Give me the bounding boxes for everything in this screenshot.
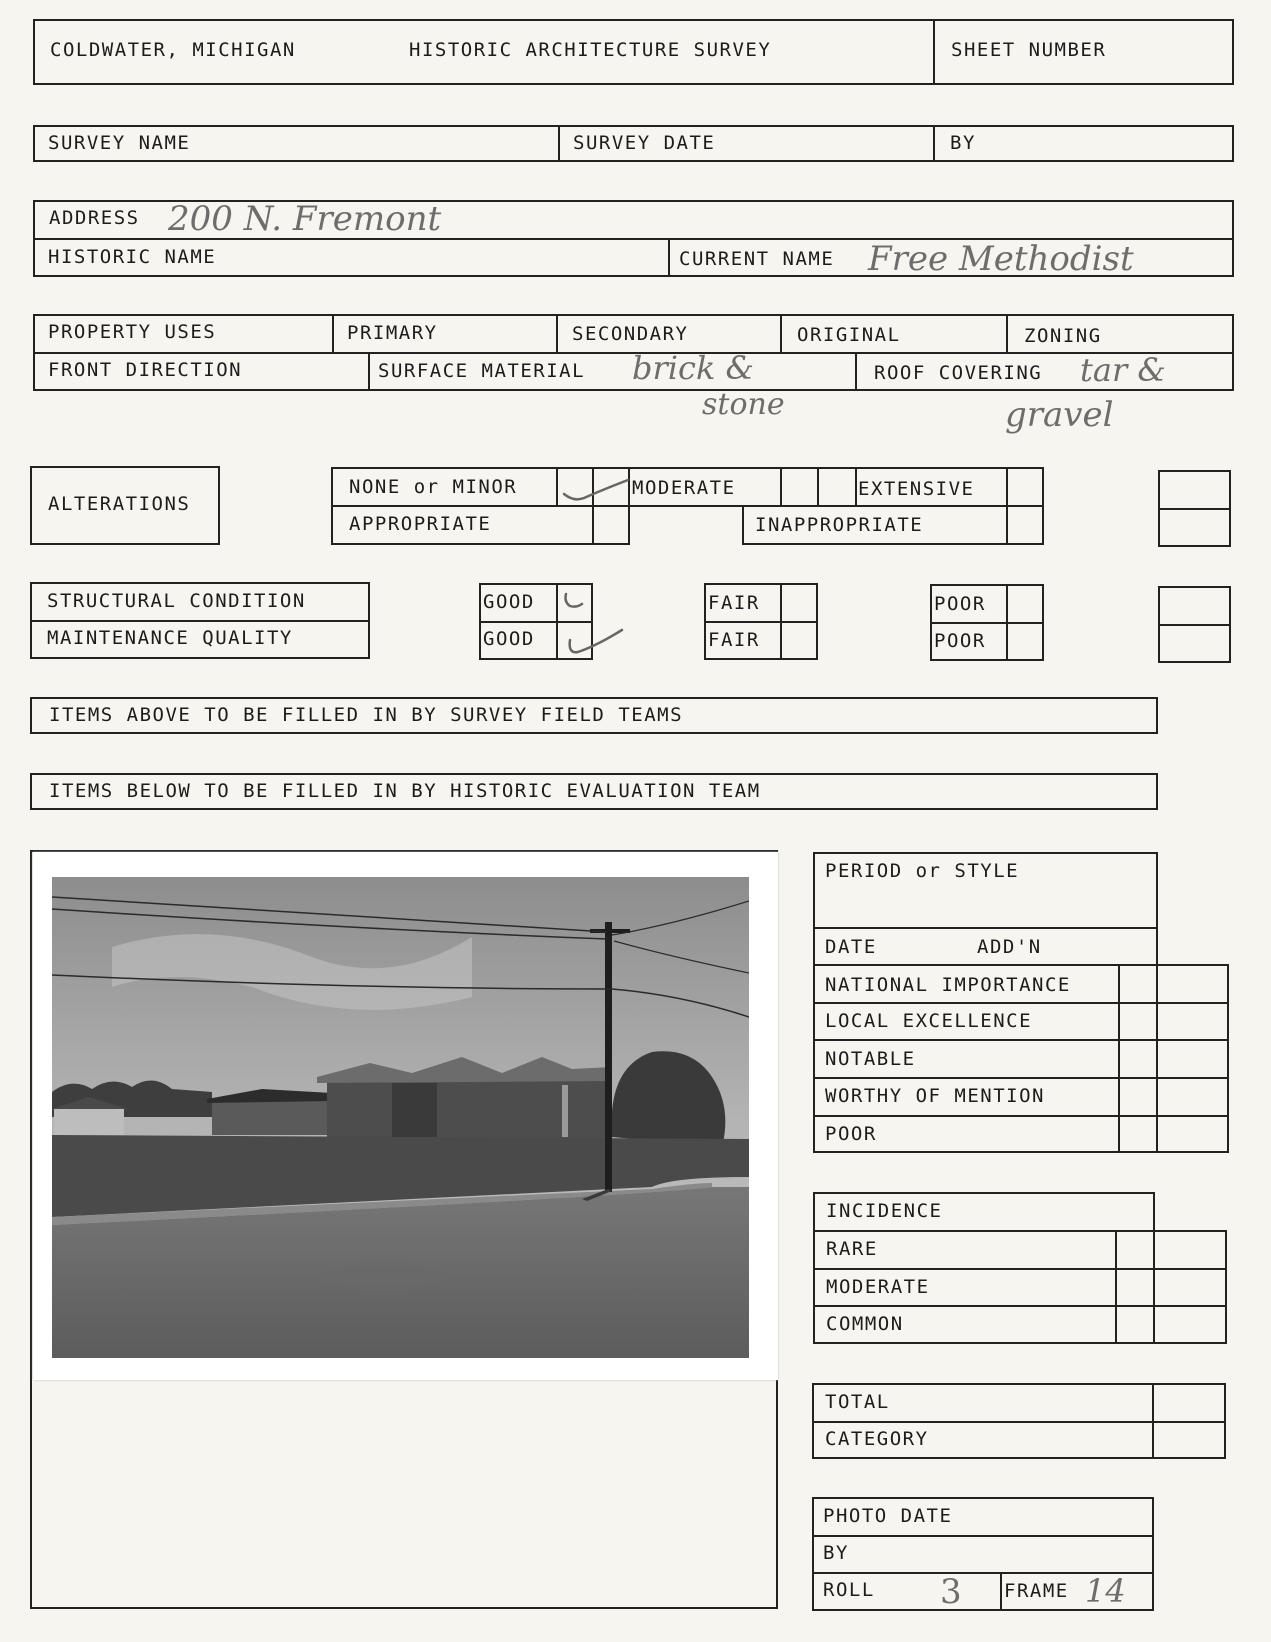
historic-name-label: HISTORIC NAME	[48, 246, 217, 268]
property-div-6	[855, 352, 857, 391]
national-importance-label: NATIONAL IMPORTANCE	[825, 974, 1071, 996]
maintenance-good-check	[566, 626, 626, 660]
property-div-5	[368, 352, 370, 391]
alterations-midline	[331, 505, 1044, 507]
structural-poor-label: POOR	[934, 593, 986, 615]
poor-mid	[930, 622, 1044, 624]
address-value: 200 N. Fremont	[168, 199, 442, 239]
eval-line-4	[813, 1039, 1229, 1041]
photo-by-label: BY	[823, 1542, 849, 1564]
poor-div	[1006, 584, 1008, 661]
alt-div-g	[742, 505, 744, 545]
addn-label: ADD'N	[977, 936, 1042, 958]
extensive-label: EXTENSIVE	[858, 478, 975, 500]
property-uses-label: PROPERTY USES	[48, 321, 217, 343]
building-photo	[52, 877, 749, 1358]
none-minor-label: NONE or MINOR	[349, 476, 518, 498]
appropriate-label: APPROPRIATE	[349, 513, 492, 535]
alt-left-bottom	[331, 505, 333, 545]
alt-bottom-right	[742, 543, 1044, 545]
fair-mid	[704, 621, 818, 623]
eval-poor-label: POOR	[825, 1123, 877, 1145]
fair-div	[780, 583, 782, 660]
sheet-number-label: SHEET NUMBER	[951, 39, 1107, 61]
good-div	[556, 583, 558, 660]
condition-side-mid	[1158, 624, 1231, 626]
incidence-line-3	[813, 1305, 1227, 1307]
none-minor-check	[562, 476, 632, 506]
property-div-4	[1006, 314, 1008, 352]
rare-label: RARE	[826, 1238, 878, 1260]
structural-good-label: GOOD	[483, 591, 535, 613]
survey-divider-1	[558, 125, 560, 162]
eval-score-div	[1118, 964, 1120, 1153]
roof-covering-line2: gravel	[1005, 395, 1114, 435]
inappropriate-label: INAPPROPRIATE	[755, 514, 924, 536]
incidence-score-edge	[1225, 1230, 1227, 1344]
incidence-line-4	[1153, 1342, 1227, 1344]
survey-date-label: SURVEY DATE	[573, 132, 716, 154]
alt-div-a	[556, 467, 558, 505]
roof-covering-line1: tar &	[1080, 351, 1166, 389]
survey-title: HISTORIC ARCHITECTURE SURVEY	[409, 39, 772, 61]
local-excellence-label: LOCAL EXCELLENCE	[825, 1010, 1033, 1032]
maintenance-good-label: GOOD	[483, 628, 535, 650]
structural-condition-label: STRUCTURAL CONDITION	[47, 590, 306, 612]
property-div-3	[780, 314, 782, 352]
current-name-divider	[668, 238, 670, 277]
eval-line-5	[813, 1077, 1229, 1079]
maintenance-fair-label: FAIR	[708, 629, 760, 651]
below-note-end	[1156, 775, 1158, 810]
eval-score-edge	[1227, 964, 1229, 1153]
condition-label-mid	[30, 620, 370, 622]
totals-mid	[812, 1421, 1226, 1423]
current-name-value: Free Methodist	[868, 239, 1134, 279]
secondary-label: SECONDARY	[572, 323, 689, 345]
alterations-side-mid	[1158, 508, 1231, 510]
eval-line-1	[813, 927, 1158, 929]
surface-material-label: SURFACE MATERIAL	[378, 360, 586, 382]
frame-div	[1000, 1572, 1002, 1611]
eval-line-7	[1118, 1151, 1229, 1153]
frame-value: 14	[1085, 1572, 1126, 1610]
survey-divider-2	[933, 125, 935, 162]
alt-div-d	[780, 467, 782, 505]
category-label: CATEGORY	[825, 1428, 929, 1450]
roof-covering-label: ROOF COVERING	[874, 362, 1043, 384]
roll-value: 3	[940, 1572, 962, 1612]
surface-material-line2: stone	[702, 387, 785, 422]
surface-material-line1: brick &	[632, 349, 754, 387]
totals-div	[1152, 1383, 1154, 1459]
total-label: TOTAL	[825, 1391, 890, 1413]
survey-row-end	[1232, 127, 1234, 162]
alt-div-e	[817, 467, 819, 505]
notable-label: NOTABLE	[825, 1048, 916, 1070]
survey-name-label: SURVEY NAME	[48, 132, 191, 154]
primary-label: PRIMARY	[347, 322, 438, 344]
common-label: COMMON	[826, 1313, 904, 1335]
incidence-moderate-label: MODERATE	[826, 1276, 930, 1298]
good-mid	[479, 621, 593, 623]
alt-right-edge	[1042, 467, 1044, 545]
period-style-label: PERIOD or STYLE	[825, 860, 1020, 882]
alt-bottom-left	[331, 543, 630, 545]
moderate-label: MODERATE	[632, 477, 736, 499]
front-direction-label: FRONT DIRECTION	[48, 359, 243, 381]
eval-line-2	[813, 964, 1229, 966]
current-name-label: CURRENT NAME	[679, 248, 835, 270]
alt-div-f	[855, 467, 857, 505]
maintenance-quality-label: MAINTENANCE QUALITY	[47, 627, 293, 649]
structural-fair-label: FAIR	[708, 592, 760, 614]
incidence-line-1	[813, 1230, 1227, 1232]
eval-line-3	[813, 1002, 1229, 1004]
header-divider	[933, 19, 935, 85]
structural-good-check	[560, 590, 590, 618]
property-div-1	[332, 314, 334, 352]
frame-label: FRAME	[1004, 1580, 1069, 1602]
photo-date-label: PHOTO DATE	[823, 1505, 953, 1527]
photo-info-line-1	[812, 1535, 1154, 1537]
alt-div-h	[1006, 467, 1008, 545]
city-label: COLDWATER, MICHIGAN	[50, 39, 296, 61]
maintenance-poor-label: POOR	[934, 630, 986, 652]
property-div-2	[556, 314, 558, 352]
survey-by-label: BY	[950, 132, 976, 154]
worthy-label: WORTHY OF MENTION	[825, 1085, 1045, 1107]
date-label: DATE	[825, 936, 877, 958]
eval-line-6	[813, 1115, 1229, 1117]
address-label: ADDRESS	[49, 207, 140, 229]
incidence-label: INCIDENCE	[826, 1200, 943, 1222]
alterations-label: ALTERATIONS	[48, 493, 191, 515]
below-note: ITEMS BELOW TO BE FILLED IN BY HISTORIC EVALUATION TEAM	[49, 780, 761, 802]
incidence-line-2	[813, 1268, 1227, 1270]
original-label: ORIGINAL	[797, 324, 901, 346]
incidence-score-div	[1115, 1230, 1117, 1344]
above-note: ITEMS ABOVE TO BE FILLED IN BY SURVEY FIELD TEAMS	[49, 704, 684, 726]
roll-label: ROLL	[823, 1579, 875, 1601]
zoning-label: ZONING	[1024, 325, 1102, 347]
